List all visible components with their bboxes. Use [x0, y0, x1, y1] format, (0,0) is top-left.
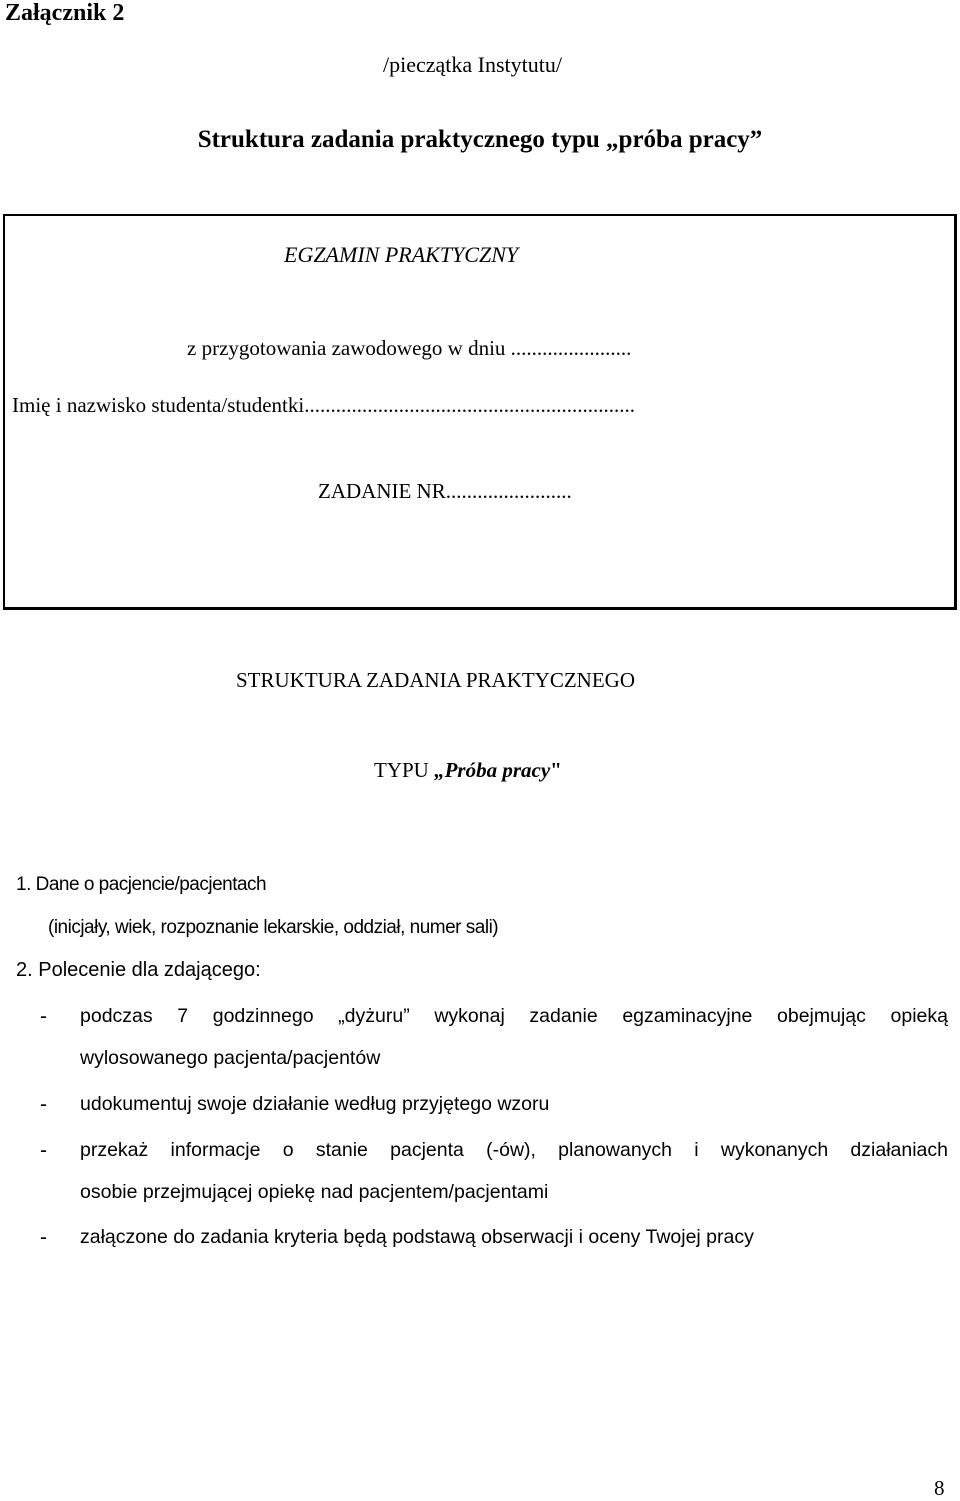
student-name-line: Imię i nazwisko studenta/studentki...............................................................: [12, 393, 635, 417]
instruction-1-line-2: wylosowanego pacjenta/pacjentów: [80, 1047, 381, 1069]
section-2-title: 2. Polecenie dla zdającego:: [16, 959, 261, 981]
task-type-heading: [374, 758, 562, 783]
section-1-title: 1. Dane o pacjencie/pacjentach: [16, 874, 267, 895]
exam-date-line: z przygotowania zawodowego w dniu .......................: [187, 336, 632, 360]
annex-label: Załącznik 2: [5, 0, 125, 26]
instruction-2-line-1: udokumentuj swoje działanie według przyjętego wzoru: [80, 1093, 550, 1115]
task-number-line: ZADANIE NR........................: [318, 479, 572, 503]
task-type-prefix: TYPU: [374, 758, 435, 782]
section-1-details: (inicjały, wiek, rozpoznanie lekarskie, oddział, numer sali): [48, 917, 499, 938]
instruction-4-dash: -: [40, 1226, 47, 1249]
instruction-3-line-1: przekaż informacje o stanie pacjenta (-ów), planowanych i wykonanych działaniach: [80, 1139, 948, 1161]
instruction-1-line-1: podczas 7 godzinnego „dyżuru” wykonaj zadanie egzaminacyjne obejmując opieką: [80, 1005, 948, 1027]
task-type-name: „Próba pracy: [434, 758, 551, 782]
structure-heading: STRUKTURA ZADANIA PRAKTYCZNEGO: [236, 668, 636, 692]
instruction-1-dash: -: [40, 1005, 47, 1028]
page-number: 8: [934, 1476, 945, 1500]
instruction-3-line-2: osobie przejmującej opiekę nad pacjentem/pacjentami: [80, 1181, 549, 1203]
page-title: Struktura zadania praktycznego typu „próba pracy”: [197, 126, 763, 153]
instruction-4-line-1: załączone do zadania kryteria będą podstawą obserwacji i oceny Twojej pracy: [80, 1226, 754, 1248]
task-type-quote: ": [550, 758, 562, 782]
exam-heading: EGZAMIN PRAKTYCZNY: [284, 242, 519, 267]
instruction-2-dash: -: [40, 1093, 47, 1116]
instruction-3-dash: -: [40, 1139, 47, 1162]
institute-stamp-placeholder: /pieczątka Instytutu/: [383, 52, 562, 77]
